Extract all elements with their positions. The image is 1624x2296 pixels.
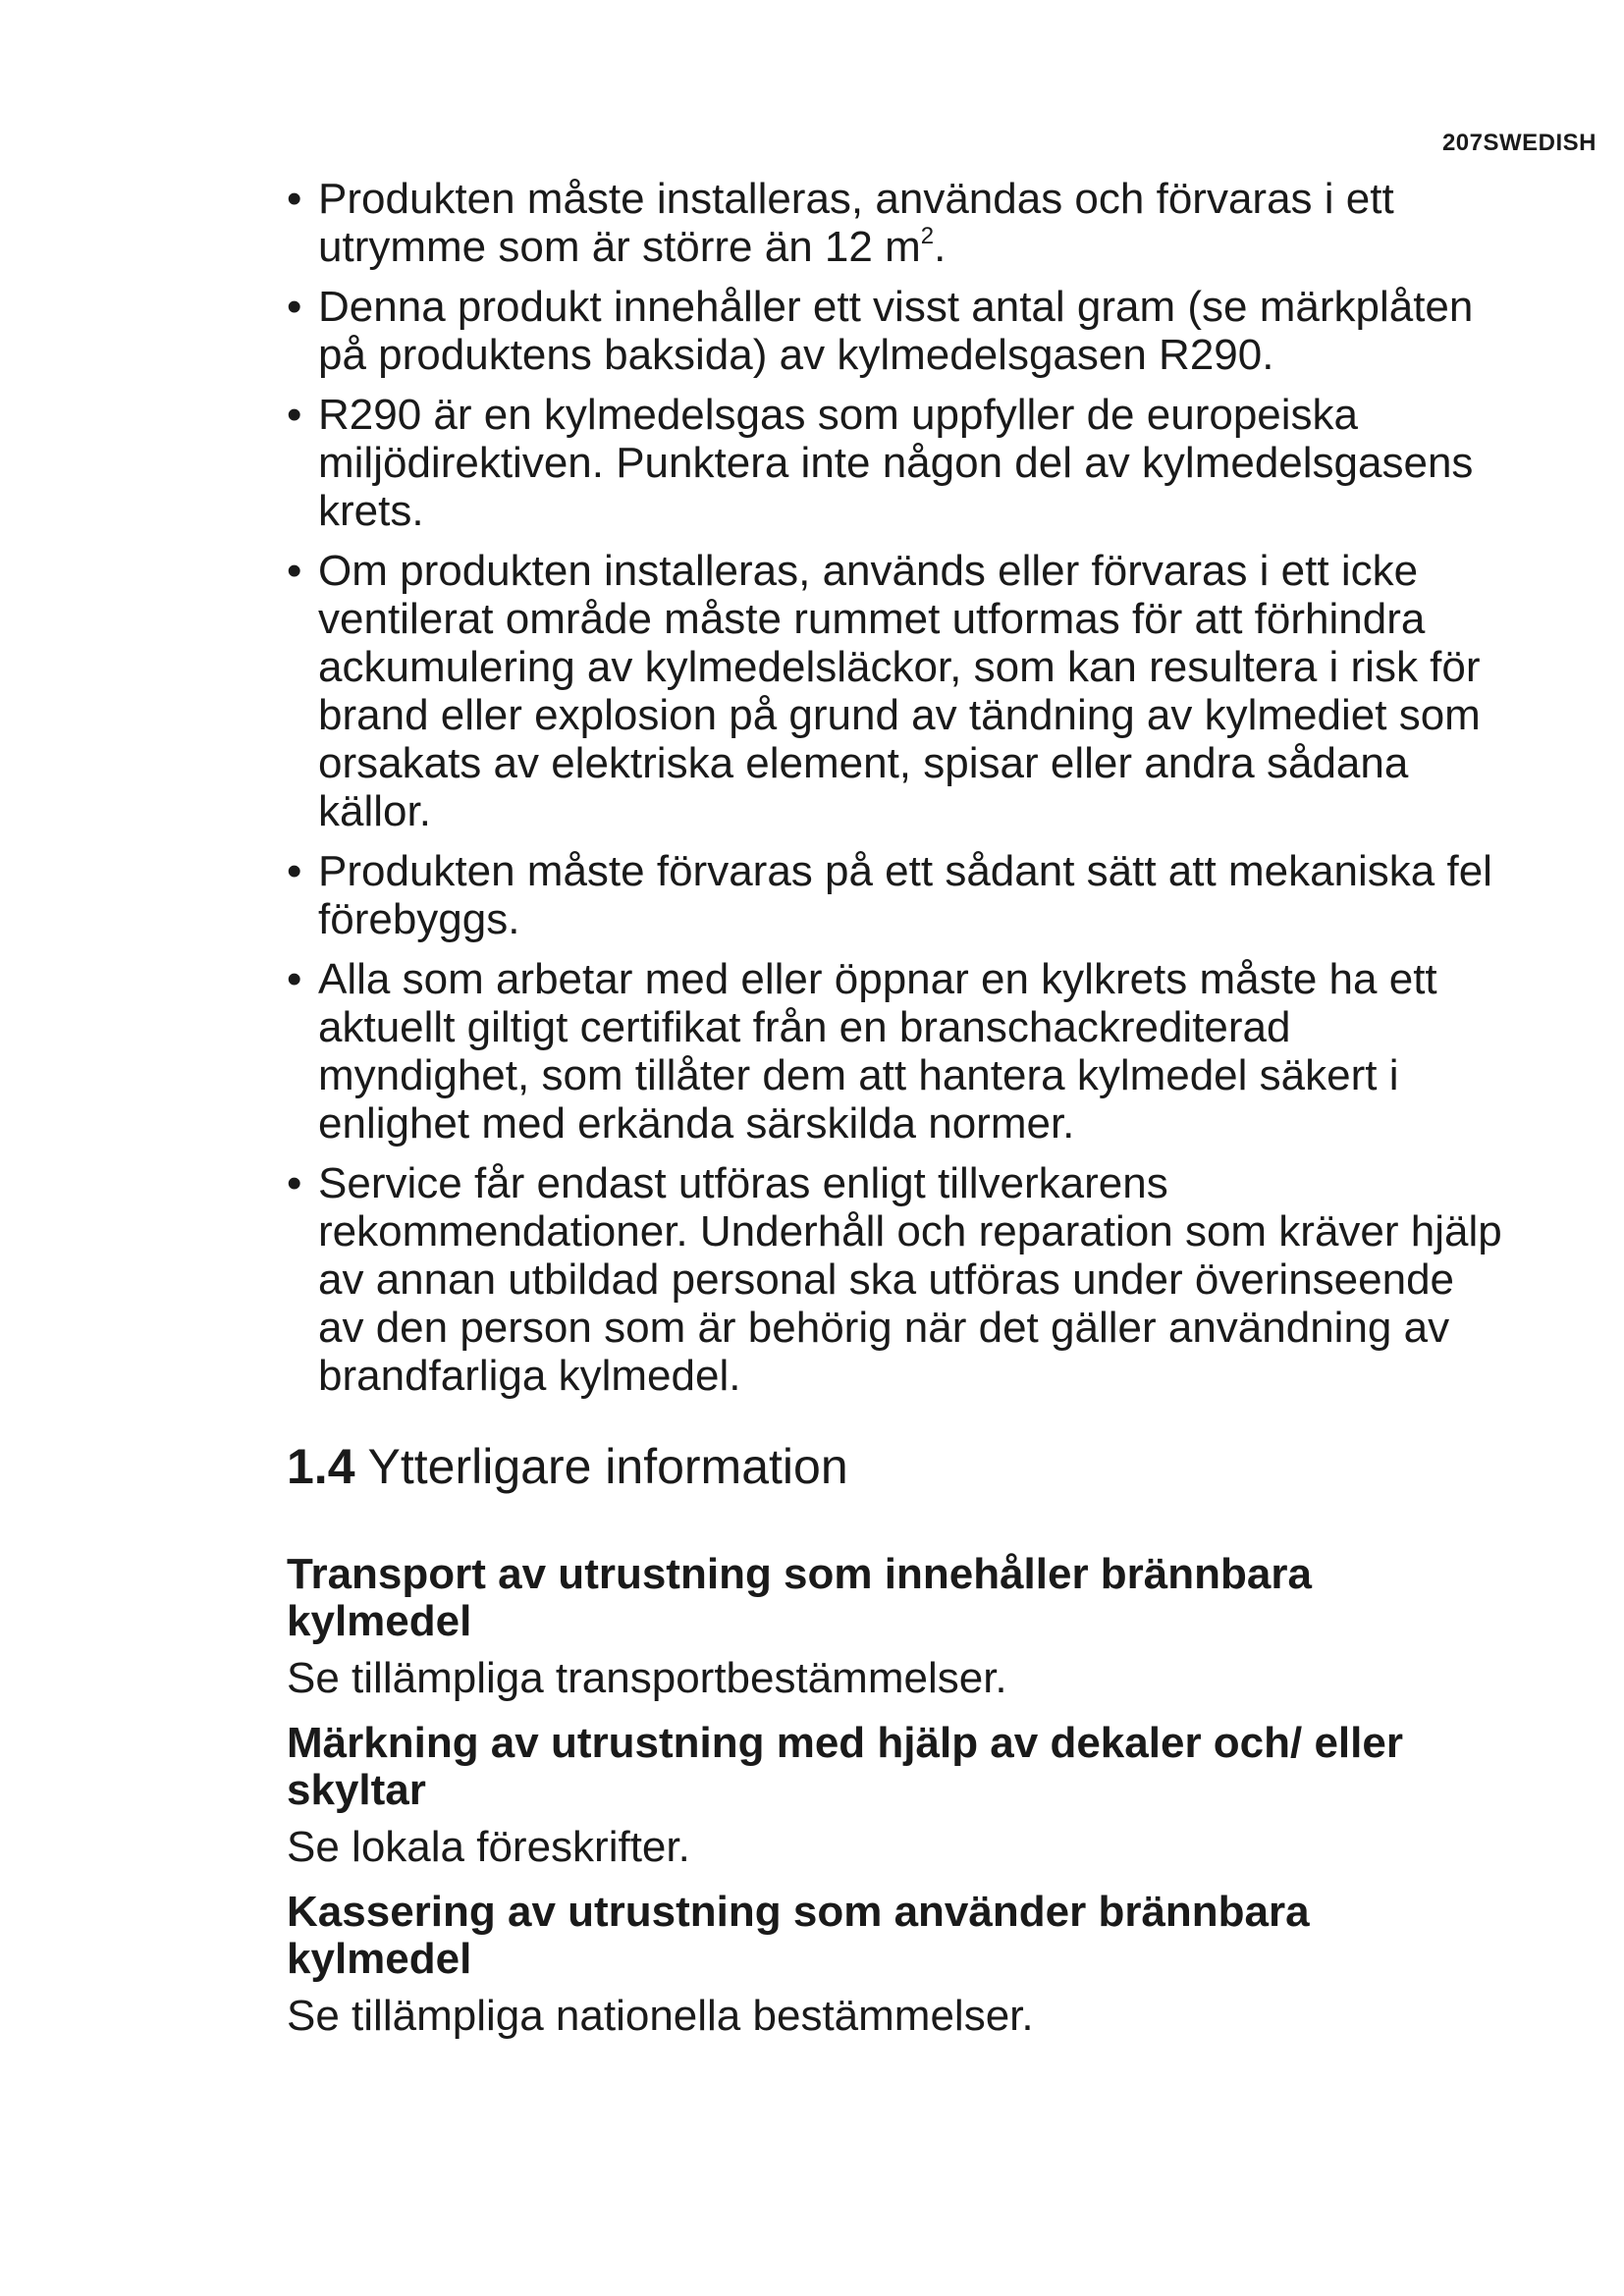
list-item: • Om produkten installeras, används eller förvaras i ett icke ventilerat område måste rummet utformas för att förhindra ackumulering av kylmedelsläckor, som kan resultera i risk för brand eller explosion på grund av tändning av kylmediet som orsakats av elektriska element, spisar eller andra sådana källor. xyxy=(287,547,1504,835)
list-item: • Produkten måste förvaras på ett sådant sätt att mekaniska fel förebyggs. xyxy=(287,847,1504,943)
section-title: Ytterligare information xyxy=(367,1439,848,1494)
page-header-code: 207SWEDISH xyxy=(1441,130,1597,156)
superscript: 2 xyxy=(920,223,935,249)
list-item: • Alla som arbetar med eller öppnar en kylkrets måste ha ett aktuellt giltigt certifikat från en branschackrediterad myndighet, som tillåter dem att hantera kylmedel säkert i enlighet med erkända särskilda normer. xyxy=(287,955,1504,1148)
document-body xyxy=(287,175,1504,2057)
list-item: • R290 är en kylmedelsgas som uppfyller de europeiska miljödirektiven. Punktera inte någon del av kylmedelsgasens krets. xyxy=(287,391,1504,535)
subsection-heading-transport: Transport av utrustning som innehåller brännbara kylmedel xyxy=(287,1550,1312,1645)
safety-bullet-list xyxy=(287,175,1504,1400)
subsection-body-disposal: Se tillämpliga nationella bestämmelser. xyxy=(287,1992,1034,2040)
section-heading xyxy=(287,1437,1504,1496)
list-item: • Denna produkt innehåller ett visst antal gram (se märkplåten på produktens baksida) av kylmedelsgasen R290. xyxy=(287,283,1504,379)
list-item xyxy=(287,175,1504,271)
list-item-suffix: . xyxy=(934,223,947,271)
subsection-heading-marking: Märkning av utrustning med hjälp av dekaler och/ eller skyltar xyxy=(287,1719,1403,1814)
section-number: 1.4 xyxy=(287,1439,355,1494)
subsection-body-transport: Se tillämpliga transportbestämmelser. xyxy=(287,1654,1007,1702)
list-item: • Service får endast utföras enligt tillverkarens rekommendationer. Underhåll och reparation som kräver hjälp av annan utbildad personal ska utföras under överinseende av den person som är behörig när det gäller användning av brandfarliga kylmedel. xyxy=(287,1159,1504,1400)
subsection-heading-disposal: Kassering av utrustning som använder brännbara kylmedel xyxy=(287,1888,1310,1983)
list-item-text: Produkten måste installeras, användas och förvaras i ett utrymme som är större än 12 m xyxy=(318,175,1394,271)
subsection-body-marking: Se lokala föreskrifter. xyxy=(287,1823,690,1871)
